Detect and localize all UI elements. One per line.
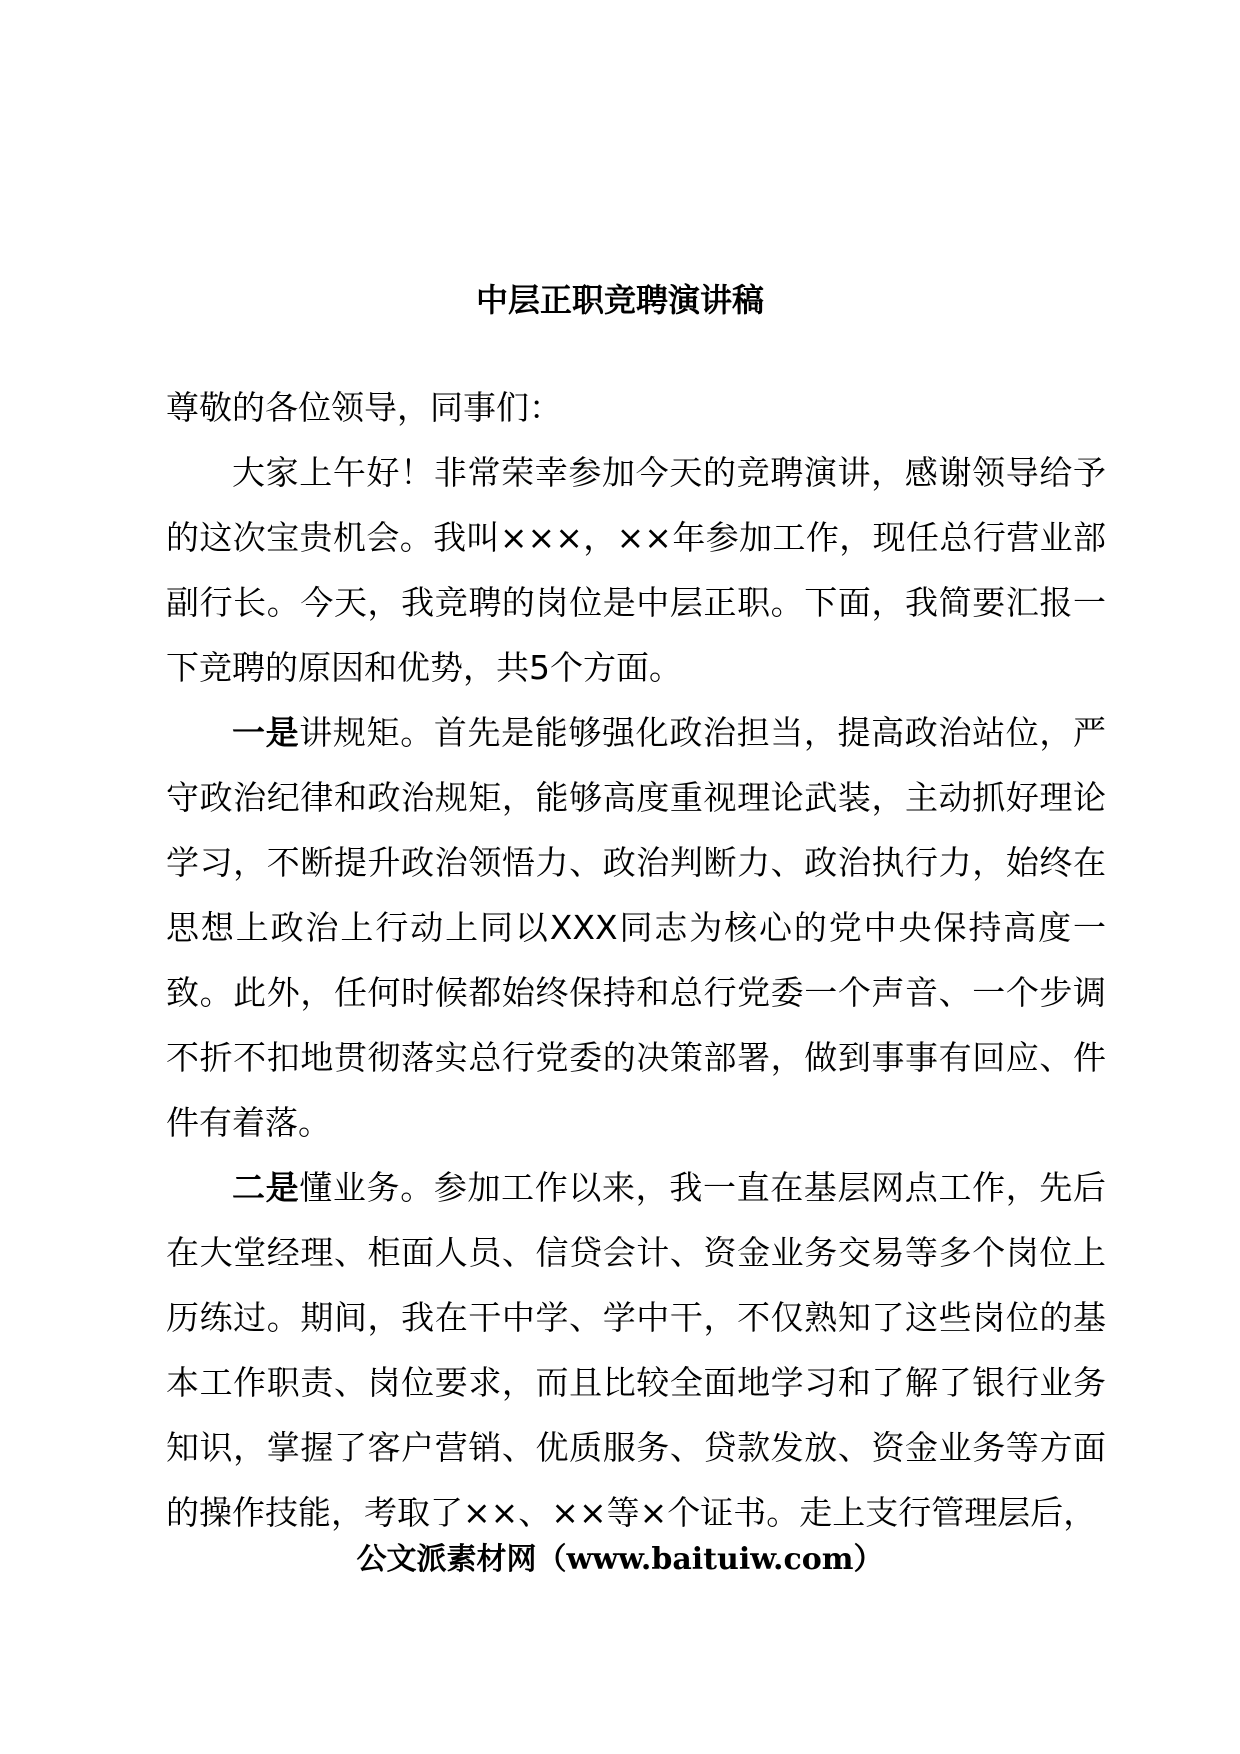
salutation: 尊敬的各位领导，同事们： bbox=[166, 388, 562, 427]
paragraph-point-one-lead: 一是 bbox=[232, 713, 300, 752]
paragraph-point-one-text: 讲规矩。首先是能够强化政治担当，提高政治站位，严守政治纪律和政治规矩，能够高度重视理论武装，主动抓好理论学习，不断提升政治领悟力、政治判断力、政治执行力，始终在思想上政治上行动上同以XXX同志为核心的党中央保持高度一致。此外，任何时候都始终保持和总行党委一个声音、一个步调不折不扣地贯彻落实总行党委的决策部署，做到事事有回应、件件有着落。 bbox=[166, 713, 1107, 1142]
source-footer: 公文派素材网（www.baituiw.com） bbox=[356, 1542, 884, 1577]
paragraph-point-two bbox=[166, 1155, 1106, 1545]
paragraph-point-two-lead: 二是 bbox=[232, 1168, 300, 1207]
paragraph-point-two-text: 懂业务。参加工作以来，我一直在基层网点工作，先后在大堂经理、柜面人员、信贷会计、资金业务交易等多个岗位上历练过。期间，我在干中学、学中干，不仅熟知了这些岗位的基本工作职责、岗位要求，而且比较全面地学习和了解了银行业务知识，掌握了客户营销、优质服务、贷款发放、资金业务等方面的操作技能，考取了××、××等×个证书。走上支行管理层后， bbox=[166, 1168, 1107, 1532]
paragraph-point-one bbox=[166, 700, 1106, 1155]
paragraph-intro-text: 大家上午好！非常荣幸参加今天的竞聘演讲，感谢领导给予的这次宝贵机会。我叫×××，××年参加工作，现任总行营业部副行长。今天，我竞聘的岗位是中层正职。下面，我简要汇报一下竞聘的原因和优势，共5个方面。 bbox=[166, 453, 1106, 687]
document-body bbox=[166, 375, 1106, 1545]
document-title: 中层正职竞聘演讲稿 bbox=[475, 281, 764, 319]
paragraph-intro bbox=[166, 440, 1106, 700]
